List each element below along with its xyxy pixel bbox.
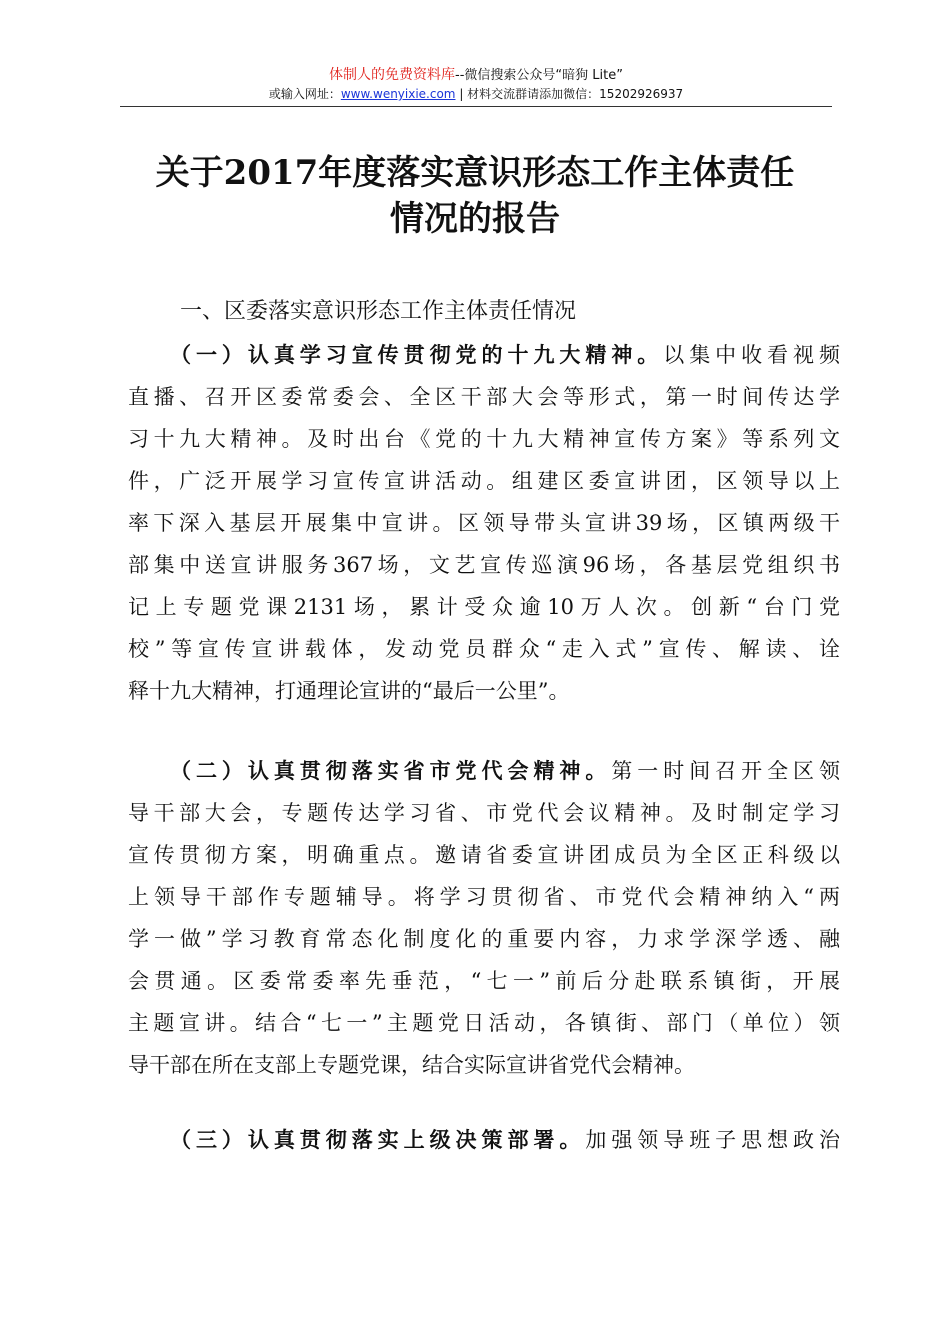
header-url-link[interactable]: www.wenyixie.com <box>340 87 456 101</box>
header-url-prefix: 或输入网址： <box>268 87 341 101</box>
header-brand: 体制人的免费资料库 <box>329 67 456 83</box>
paragraph-line: 直播、召开区委常委会、全区干部大会等形式，第一时间传达学 <box>128 385 840 409</box>
paragraph-1 <box>128 334 840 712</box>
header-contact: | 材料交流群请添加微信：15202926937 <box>455 87 684 101</box>
paragraph-line: 率下深入基层开展集中宣讲。区领导带头宣讲39场，区镇两级干 <box>128 511 840 535</box>
section-heading: 一、区委落实意识形态工作主体责任情况 <box>180 299 577 324</box>
paragraph-heading: （三）认真贯彻落实上级决策部署。 <box>170 1127 586 1152</box>
paragraph-line: 上领导干部作专题辅导。将学习贯彻省、市党代会精神纳入“两 <box>128 885 840 909</box>
page-header <box>120 66 832 103</box>
paragraph-line: 学一做”学习教育常态化制度化的重要内容，力求学深学透、融 <box>128 927 840 951</box>
paragraph-line: 导干部大会，专题传达学习省、市党代会议精神。及时制定学习 <box>128 801 840 825</box>
paragraph-2 <box>128 750 840 1086</box>
paragraph-line: （二）认真贯彻落实省市党代会精神。第一时间召开全区领 <box>170 758 840 783</box>
paragraph-line: 校”等宣传宣讲载体，发动党员群众“走入式”宣传、解读、诠 <box>128 637 840 661</box>
title-line-2: 情况的报告 <box>390 199 560 239</box>
paragraph-line: 部集中送宣讲服务367场，文艺宣传巡演96场，各基层党组织书 <box>128 553 840 577</box>
header-line-1 <box>120 66 832 85</box>
header-tagline: --微信搜索公众号“暗狗 Lite” <box>455 68 623 83</box>
paragraph-line: 导干部在所在支部上专题党课，结合实际宣讲省党代会精神。 <box>128 1053 695 1077</box>
paragraph-line: 习十九大精神。及时出台《党的十九大精神宣传方案》等系列文 <box>128 427 840 451</box>
paragraph-line: （一）认真学习宣传贯彻党的十九大精神。以集中收看视频 <box>170 342 840 367</box>
header-divider <box>120 106 832 107</box>
paragraph-line: 件，广泛开展学习宣传宣讲活动。组建区委宣讲团，区领导以上 <box>128 469 840 493</box>
paragraph-line: 会贯通。区委常委率先垂范，“七一”前后分赴联系镇街，开展 <box>128 969 840 993</box>
paragraph-heading: （二）认真贯彻落实省市党代会精神。 <box>170 758 612 783</box>
paragraph-line: 主题宣讲。结合“七一”主题党日活动，各镇街、部门（单位）领 <box>128 1011 840 1035</box>
title-line-1: 关于2017年度落实意识形态工作主体责任 <box>155 153 795 193</box>
document-title <box>100 150 850 242</box>
paragraph-line: 宣传贯彻方案，明确重点。邀请省委宣讲团成员为全区正科级以 <box>128 843 840 867</box>
header-line-2 <box>120 85 832 103</box>
paragraph-line: 释十九大精神，打通理论宣讲的“最后一公里”。 <box>128 679 570 703</box>
paragraph-line: （三）认真贯彻落实上级决策部署。加强领导班子思想政治 <box>170 1127 840 1152</box>
paragraph-heading: （一）认真学习宣传贯彻党的十九大精神。 <box>170 342 664 367</box>
paragraph-line: 记上专题党课2131场，累计受众逾10万人次。创新“台门党 <box>128 595 840 619</box>
paragraph-3 <box>128 1119 840 1161</box>
